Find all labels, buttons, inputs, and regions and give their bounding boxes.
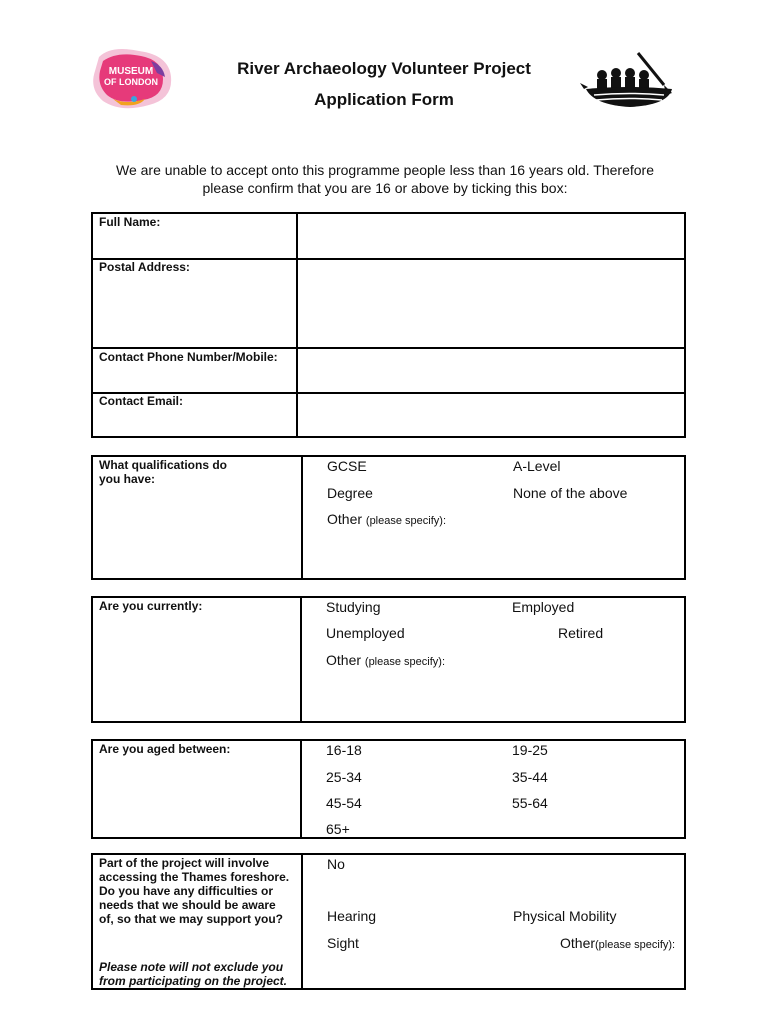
- access-needs-table: [91, 853, 686, 990]
- option-age-25-34[interactable]: 25-34: [326, 769, 362, 785]
- qualifications-label-line-1: What qualifications do: [99, 458, 227, 472]
- option-degree[interactable]: Degree: [327, 485, 373, 501]
- option-gcse[interactable]: GCSE: [327, 458, 367, 474]
- email-label: Contact Email:: [99, 394, 184, 408]
- option-a-level[interactable]: A-Level: [513, 458, 561, 474]
- phone-label: Contact Phone Number/Mobile:: [99, 350, 278, 364]
- age-notice-line-1: We are unable to accept onto this programme people less than 16 years old. Therefore: [115, 162, 655, 178]
- full-name-label: Full Name:: [99, 215, 161, 229]
- option-other-label: Other: [560, 935, 596, 951]
- option-physical-mobility[interactable]: Physical Mobility: [513, 908, 617, 924]
- age-notice: [95, 161, 675, 197]
- option-age-45-54[interactable]: 45-54: [326, 795, 362, 811]
- access-note-line-2: from participating on the project.: [99, 974, 288, 988]
- option-age-16-18[interactable]: 16-18: [326, 742, 362, 758]
- qualifications-table: [91, 455, 686, 580]
- postal-address-label: Postal Address:: [99, 260, 190, 274]
- option-age-19-25[interactable]: 19-25: [512, 742, 548, 758]
- option-other-label: Other: [327, 511, 363, 527]
- access-question-line-1: Part of the project will involve: [99, 856, 270, 870]
- option-other[interactable]: [327, 511, 446, 527]
- please-specify-note: (please specify):: [595, 939, 676, 951]
- option-age-55-64[interactable]: 55-64: [512, 795, 548, 811]
- option-other[interactable]: [326, 652, 445, 668]
- access-question-line-4: needs that we should be aware: [99, 898, 276, 912]
- option-age-35-44[interactable]: 35-44: [512, 769, 548, 785]
- option-unemployed[interactable]: Unemployed: [326, 625, 405, 641]
- option-other-label: Other: [326, 652, 362, 668]
- page-title: River Archaeology Volunteer Project: [237, 59, 531, 78]
- access-needs-note: [99, 960, 287, 988]
- postal-address-field[interactable]: [298, 260, 684, 347]
- option-age-65-plus[interactable]: 65+: [326, 821, 350, 837]
- please-specify-note: (please specify):: [364, 656, 445, 668]
- logo-text-of-london: OF LONDON: [104, 77, 158, 87]
- access-question-line-2: accessing the Thames foreshore.: [99, 870, 290, 884]
- age-range-table: [91, 739, 686, 839]
- option-studying[interactable]: Studying: [326, 599, 381, 615]
- option-none-of-the-above[interactable]: None of the above: [513, 485, 628, 501]
- qualifications-label-line-2: you have:: [99, 472, 156, 486]
- page-subtitle: Application Form: [314, 90, 454, 109]
- access-question-line-5: of, so that we may support you?: [99, 912, 284, 926]
- current-status-label: Are you currently:: [99, 599, 203, 613]
- current-status-table: [91, 596, 686, 723]
- option-other[interactable]: [560, 935, 675, 951]
- option-no[interactable]: No: [327, 856, 345, 872]
- contact-details-table: [91, 212, 686, 438]
- access-question-line-3: Do you have any difficulties or: [99, 884, 274, 898]
- email-field[interactable]: [298, 394, 684, 436]
- option-sight[interactable]: Sight: [327, 935, 359, 951]
- option-employed[interactable]: Employed: [512, 599, 575, 615]
- age-notice-line-2: please confirm that you are 16 or above by ticking this box:: [202, 180, 568, 196]
- full-name-field[interactable]: [298, 214, 684, 258]
- option-hearing[interactable]: Hearing: [327, 908, 377, 924]
- option-retired[interactable]: Retired: [558, 625, 604, 641]
- phone-field[interactable]: [298, 349, 684, 392]
- logo-text-museum: MUSEUM: [108, 66, 154, 77]
- access-note-line-1: Please note will not exclude you: [99, 960, 284, 974]
- access-needs-question: [99, 856, 289, 926]
- please-specify-note: (please specify):: [365, 515, 446, 527]
- qualifications-label: [99, 458, 227, 486]
- age-range-label: Are you aged between:: [99, 742, 231, 756]
